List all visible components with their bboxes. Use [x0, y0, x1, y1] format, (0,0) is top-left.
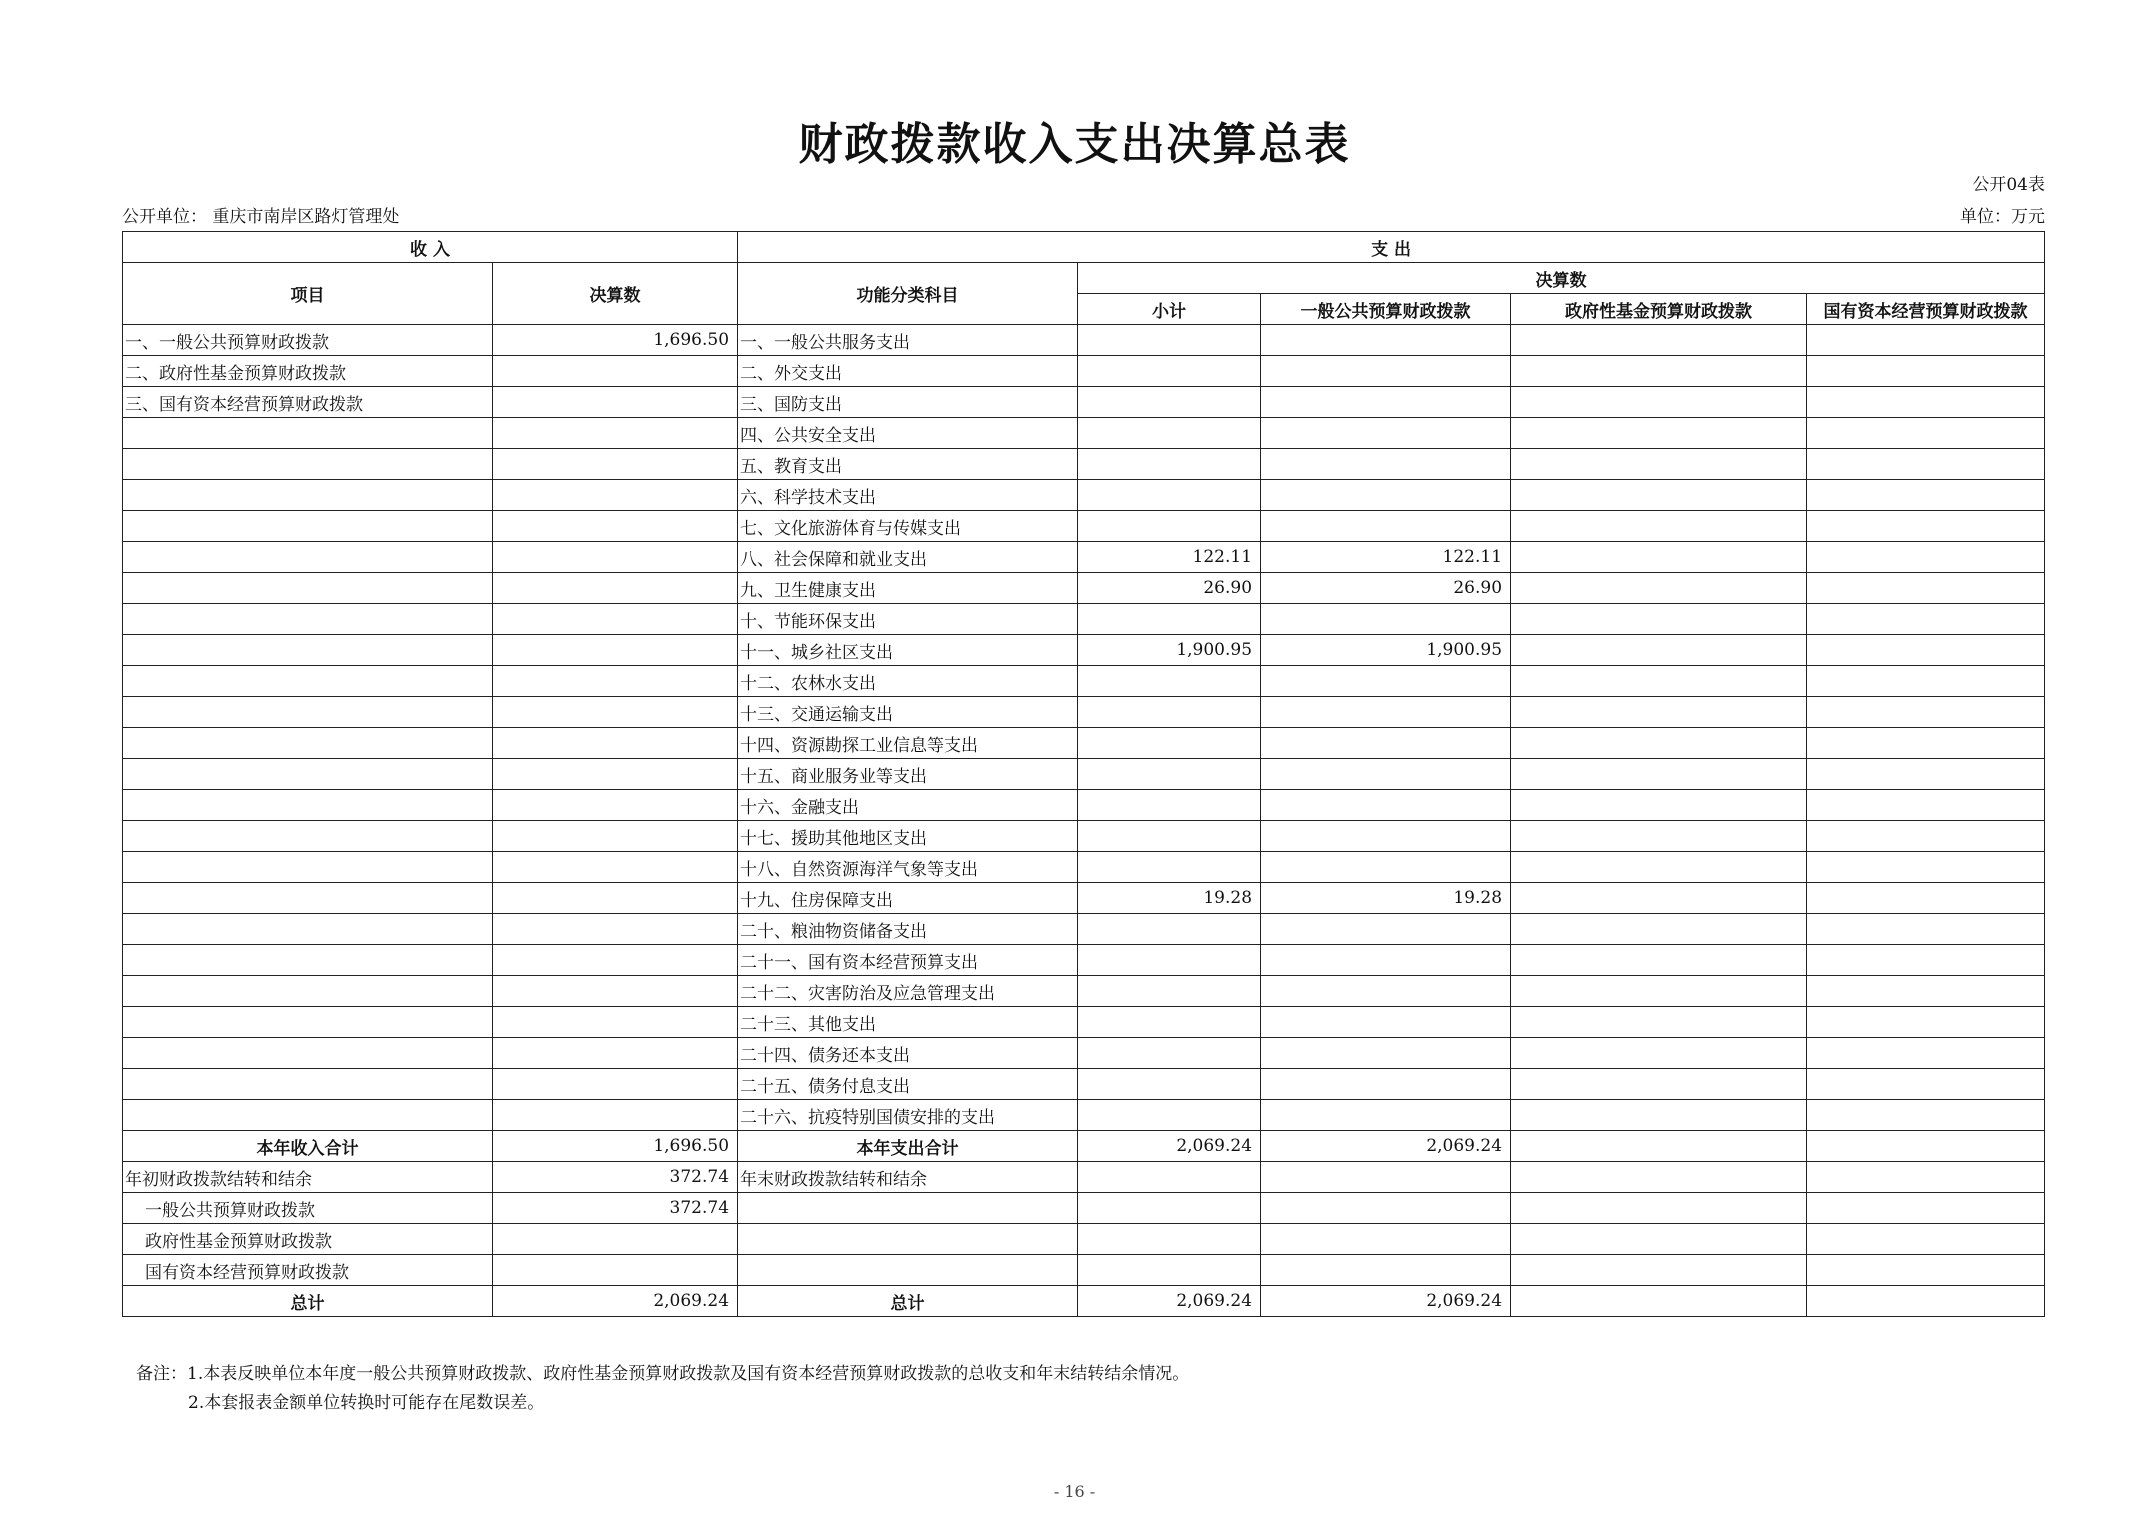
fund-budget-cell: [1511, 790, 1807, 821]
state-capital-cell: [1807, 852, 2045, 883]
header-row-1: [123, 232, 2045, 263]
state-capital-cell: [1807, 976, 2045, 1007]
income-item-cell: [123, 945, 493, 976]
income-amount-cell: 372.74: [493, 1193, 738, 1224]
expense-item-cell: 二十四、债务还本支出: [738, 1038, 1078, 1069]
subtotal-cell: [1078, 418, 1261, 449]
income-amount-cell: [493, 790, 738, 821]
expense-item-cell: 二十六、抗疫特别国债安排的支出: [738, 1100, 1078, 1131]
table-row: [123, 511, 2045, 542]
currency-unit: 单位：万元: [1960, 207, 2045, 227]
expense-item-cell: 总计: [738, 1286, 1078, 1317]
state-capital-cell: [1807, 449, 2045, 480]
table-row: [123, 449, 2045, 480]
table-row: [123, 542, 2045, 573]
general-budget-cell: 1,900.95: [1261, 635, 1511, 666]
state-capital-cell: [1807, 325, 2045, 356]
fund-budget-cell: [1511, 325, 1807, 356]
subtotal-cell: [1078, 1038, 1261, 1069]
income-amount-cell: [493, 1255, 738, 1286]
income-item-cell: [123, 418, 493, 449]
state-capital-cell: [1807, 1038, 2045, 1069]
income-item-cell: [123, 1100, 493, 1131]
subtotal-cell: [1078, 1100, 1261, 1131]
general-budget-cell: [1261, 1038, 1511, 1069]
subtotal-cell: 2,069.24: [1078, 1131, 1261, 1162]
total-row: [123, 1286, 2045, 1317]
table-row: [123, 852, 2045, 883]
expense-item-cell: 八、社会保障和就业支出: [738, 542, 1078, 573]
state-capital-cell: [1807, 666, 2045, 697]
income-item-cell: [123, 883, 493, 914]
income-amount-cell: [493, 821, 738, 852]
expense-item-cell: 三、国防支出: [738, 387, 1078, 418]
expense-item-cell: 七、文化旅游体育与传媒支出: [738, 511, 1078, 542]
fund-budget-cell: [1511, 1286, 1807, 1317]
general-budget-cell: [1261, 945, 1511, 976]
state-capital-cell: [1807, 1255, 2045, 1286]
subtotal-cell: [1078, 325, 1261, 356]
table-row: [123, 666, 2045, 697]
state-capital-cell: [1807, 542, 2045, 573]
fund-budget-cell: [1511, 1007, 1807, 1038]
subtotal-header: 小计: [1078, 294, 1261, 325]
state-capital-cell: [1807, 728, 2045, 759]
table-row: [123, 883, 2045, 914]
income-item-cell: [123, 759, 493, 790]
state-capital-cell: [1807, 790, 2045, 821]
general-budget-cell: [1261, 697, 1511, 728]
income-amount-cell: [493, 945, 738, 976]
expense-item-cell: 十二、农林水支出: [738, 666, 1078, 697]
subtotal-cell: [1078, 790, 1261, 821]
income-amount-cell: 1,696.50: [493, 1131, 738, 1162]
general-budget-cell: 2,069.24: [1261, 1131, 1511, 1162]
table-row: [123, 790, 2045, 821]
appropriation-table: [122, 231, 2045, 1317]
subtotal-cell: [1078, 511, 1261, 542]
general-budget-cell: [1261, 852, 1511, 883]
expense-item-cell: 十五、商业服务业等支出: [738, 759, 1078, 790]
general-budget-cell: [1261, 666, 1511, 697]
expense-item-cell: 二十、粮油物资储备支出: [738, 914, 1078, 945]
general-budget-cell: 19.28: [1261, 883, 1511, 914]
expense-item-cell: 二、外交支出: [738, 356, 1078, 387]
income-item-cell: [123, 542, 493, 573]
income-item-cell: 国有资本经营预算财政拨款: [123, 1255, 493, 1286]
general-budget-cell: [1261, 976, 1511, 1007]
state-capital-cell: [1807, 945, 2045, 976]
table-row: [123, 759, 2045, 790]
income-amount-cell: [493, 1224, 738, 1255]
state-capital-cell: [1807, 1224, 2045, 1255]
table-row: [123, 1007, 2045, 1038]
table-row: [123, 728, 2045, 759]
subtotal-cell: [1078, 480, 1261, 511]
expense-item-cell: [738, 1224, 1078, 1255]
total-row: [123, 1224, 2045, 1255]
fund-budget-cell: [1511, 604, 1807, 635]
fund-budget-cell: [1511, 449, 1807, 480]
subtotal-cell: [1078, 666, 1261, 697]
expense-item-cell: 本年支出合计: [738, 1131, 1078, 1162]
state-capital-cell: [1807, 821, 2045, 852]
subtotal-cell: 122.11: [1078, 542, 1261, 573]
general-budget-cell: [1261, 914, 1511, 945]
expense-item-cell: 二十五、债务付息支出: [738, 1069, 1078, 1100]
income-amount-cell: [493, 542, 738, 573]
income-item-cell: [123, 1069, 493, 1100]
income-item-cell: [123, 976, 493, 1007]
subtotal-cell: 2,069.24: [1078, 1286, 1261, 1317]
table-row: [123, 418, 2045, 449]
expense-item-cell: [738, 1255, 1078, 1286]
state-capital-cell: [1807, 418, 2045, 449]
fund-budget-cell: [1511, 852, 1807, 883]
subtotal-cell: [1078, 356, 1261, 387]
state-capital-cell: [1807, 1286, 2045, 1317]
income-item-cell: [123, 573, 493, 604]
state-capital-cell: [1807, 604, 2045, 635]
note-line-2: 2.本套报表金额单位转换时可能存在尾数误差。: [188, 1393, 545, 1413]
income-header: 收 入: [123, 232, 738, 263]
general-budget-cell: [1261, 1224, 1511, 1255]
state-capital-cell: [1807, 511, 2045, 542]
general-budget-cell: [1261, 356, 1511, 387]
total-row: [123, 1255, 2045, 1286]
income-amount-cell: [493, 883, 738, 914]
income-item-cell: [123, 852, 493, 883]
general-budget-cell: [1261, 1100, 1511, 1131]
table-row: [123, 945, 2045, 976]
item-header: 项目: [123, 263, 493, 325]
subtotal-cell: [1078, 604, 1261, 635]
fund-budget-cell: [1511, 1224, 1807, 1255]
income-item-cell: [123, 821, 493, 852]
income-item-cell: [123, 604, 493, 635]
income-amount-cell: [493, 356, 738, 387]
table-row: [123, 914, 2045, 945]
fund-budget-cell: [1511, 387, 1807, 418]
func-class-header: 功能分类科目: [738, 263, 1078, 325]
state-capital-cell: [1807, 356, 2045, 387]
header-row-2: [123, 263, 2045, 294]
income-amount-cell: [493, 449, 738, 480]
expense-header: 支 出: [738, 232, 2045, 263]
income-item-cell: [123, 697, 493, 728]
state-capital-cell: [1807, 1100, 2045, 1131]
general-budget-cell: 2,069.24: [1261, 1286, 1511, 1317]
table-row: [123, 325, 2045, 356]
income-item-cell: 本年收入合计: [123, 1131, 493, 1162]
income-amount-cell: 1,696.50: [493, 325, 738, 356]
state-capital-cell: [1807, 697, 2045, 728]
subtotal-cell: [1078, 1224, 1261, 1255]
general-budget-cell: [1261, 728, 1511, 759]
income-amount-cell: [493, 635, 738, 666]
expense-item-cell: 十三、交通运输支出: [738, 697, 1078, 728]
expense-item-cell: 九、卫生健康支出: [738, 573, 1078, 604]
income-amount-cell: [493, 573, 738, 604]
income-amount-cell: [493, 728, 738, 759]
general-budget-cell: [1261, 418, 1511, 449]
income-item-cell: [123, 666, 493, 697]
income-item-cell: [123, 449, 493, 480]
state-capital-cell: [1807, 1193, 2045, 1224]
subtotal-cell: [1078, 387, 1261, 418]
expense-item-cell: 二十三、其他支出: [738, 1007, 1078, 1038]
fund-budget-cell: [1511, 635, 1807, 666]
income-amount-cell: [493, 511, 738, 542]
income-item-cell: 总计: [123, 1286, 493, 1317]
fund-budget-cell: [1511, 542, 1807, 573]
fund-budget-cell: [1511, 945, 1807, 976]
fund-budget-cell: [1511, 914, 1807, 945]
fund-budget-cell: [1511, 666, 1807, 697]
income-amount-cell: [493, 604, 738, 635]
general-budget-cell: [1261, 1069, 1511, 1100]
subtotal-cell: [1078, 1162, 1261, 1193]
state-capital-cell: [1807, 635, 2045, 666]
fund-budget-cell: [1511, 356, 1807, 387]
income-amount-cell: [493, 759, 738, 790]
expense-item-cell: 十四、资源勘探工业信息等支出: [738, 728, 1078, 759]
table-row: [123, 697, 2045, 728]
fund-budget-cell: [1511, 1193, 1807, 1224]
fund-budget-cell: [1511, 1038, 1807, 1069]
table-row: [123, 976, 2045, 1007]
fund-budget-cell: [1511, 1069, 1807, 1100]
page-title: 财政拨款收入支出决算总表: [798, 119, 1351, 170]
general-budget-cell: 122.11: [1261, 542, 1511, 573]
state-capital-cell: [1807, 1131, 2045, 1162]
fund-budget-cell: [1511, 1162, 1807, 1193]
subtotal-cell: [1078, 976, 1261, 1007]
income-amount-cell: [493, 418, 738, 449]
general-budget-cell: [1261, 511, 1511, 542]
income-item-cell: 一般公共预算财政拨款: [123, 1193, 493, 1224]
table-row: [123, 604, 2045, 635]
reporting-unit: 公开单位： 重庆市南岸区路灯管理处: [122, 207, 400, 227]
income-item-cell: [123, 511, 493, 542]
subtotal-cell: [1078, 728, 1261, 759]
income-item-cell: 二、政府性基金预算财政拨款: [123, 356, 493, 387]
notes: [136, 1360, 1189, 1418]
fund-budget-cell: [1511, 573, 1807, 604]
table-row: [123, 1100, 2045, 1131]
state-capital-cell: [1807, 1007, 2045, 1038]
table-row: [123, 635, 2045, 666]
income-item-cell: 三、国有资本经营预算财政拨款: [123, 387, 493, 418]
income-amount-cell: [493, 1007, 738, 1038]
income-amount-cell: [493, 1038, 738, 1069]
general-budget-cell: [1261, 1162, 1511, 1193]
state-capital-cell: [1807, 573, 2045, 604]
subtotal-cell: 19.28: [1078, 883, 1261, 914]
subtotal-cell: [1078, 1255, 1261, 1286]
table-row: [123, 480, 2045, 511]
total-row: [123, 1162, 2045, 1193]
income-item-cell: [123, 480, 493, 511]
amount-header: 决算数: [493, 263, 738, 325]
subtotal-cell: [1078, 821, 1261, 852]
state-capital-cell: [1807, 883, 2045, 914]
fund-budget-cell: [1511, 1131, 1807, 1162]
page-number: - 16 -: [1053, 1482, 1096, 1501]
income-item-cell: [123, 914, 493, 945]
fund-budget-cell: [1511, 1100, 1807, 1131]
expense-item-cell: 十一、城乡社区支出: [738, 635, 1078, 666]
subtotal-cell: [1078, 945, 1261, 976]
general-budget-header: 一般公共预算财政拨款: [1261, 294, 1511, 325]
general-budget-cell: [1261, 325, 1511, 356]
fund-budget-cell: [1511, 728, 1807, 759]
table-row: [123, 387, 2045, 418]
table-row: [123, 1069, 2045, 1100]
table-row: [123, 821, 2045, 852]
state-capital-cell: [1807, 480, 2045, 511]
subtotal-cell: [1078, 1007, 1261, 1038]
expense-item-cell: 六、科学技术支出: [738, 480, 1078, 511]
income-item-cell: [123, 728, 493, 759]
fund-budget-cell: [1511, 1255, 1807, 1286]
fund-budget-cell: [1511, 697, 1807, 728]
subtotal-cell: [1078, 449, 1261, 480]
final-amount-header: 决算数: [1078, 263, 2045, 294]
income-amount-cell: [493, 1100, 738, 1131]
income-amount-cell: [493, 697, 738, 728]
subtotal-cell: 26.90: [1078, 573, 1261, 604]
general-budget-cell: [1261, 1193, 1511, 1224]
fund-budget-cell: [1511, 821, 1807, 852]
expense-item-cell: 十八、自然资源海洋气象等支出: [738, 852, 1078, 883]
expense-item-cell: 十九、住房保障支出: [738, 883, 1078, 914]
form-code: 公开04表: [1972, 175, 2045, 195]
fund-budget-cell: [1511, 480, 1807, 511]
general-budget-cell: [1261, 1255, 1511, 1286]
fund-budget-cell: [1511, 511, 1807, 542]
income-item-cell: 政府性基金预算财政拨款: [123, 1224, 493, 1255]
subtotal-cell: [1078, 914, 1261, 945]
income-item-cell: 年初财政拨款结转和结余: [123, 1162, 493, 1193]
state-capital-header: 国有资本经营预算财政拨款: [1807, 294, 2045, 325]
income-item-cell: [123, 1038, 493, 1069]
expense-item-cell: 五、教育支出: [738, 449, 1078, 480]
income-amount-cell: 372.74: [493, 1162, 738, 1193]
general-budget-cell: [1261, 759, 1511, 790]
income-amount-cell: [493, 914, 738, 945]
expense-item-cell: 二十二、灾害防治及应急管理支出: [738, 976, 1078, 1007]
subtotal-cell: [1078, 759, 1261, 790]
total-row: [123, 1193, 2045, 1224]
income-amount-cell: [493, 480, 738, 511]
table-row: [123, 356, 2045, 387]
income-amount-cell: 2,069.24: [493, 1286, 738, 1317]
general-budget-cell: [1261, 821, 1511, 852]
general-budget-cell: [1261, 449, 1511, 480]
state-capital-cell: [1807, 1162, 2045, 1193]
general-budget-cell: [1261, 790, 1511, 821]
table-row: [123, 1038, 2045, 1069]
income-amount-cell: [493, 387, 738, 418]
state-capital-cell: [1807, 387, 2045, 418]
fund-budget-cell: [1511, 759, 1807, 790]
fund-budget-cell: [1511, 883, 1807, 914]
subtotal-cell: 1,900.95: [1078, 635, 1261, 666]
income-item-cell: [123, 635, 493, 666]
state-capital-cell: [1807, 759, 2045, 790]
subtotal-cell: [1078, 852, 1261, 883]
income-item-cell: [123, 1007, 493, 1038]
state-capital-cell: [1807, 1069, 2045, 1100]
general-budget-cell: [1261, 480, 1511, 511]
general-budget-cell: [1261, 1007, 1511, 1038]
expense-item-cell: 年末财政拨款结转和结余: [738, 1162, 1078, 1193]
income-amount-cell: [493, 666, 738, 697]
total-row: [123, 1131, 2045, 1162]
expense-item-cell: 十、节能环保支出: [738, 604, 1078, 635]
general-budget-cell: [1261, 387, 1511, 418]
fund-budget-header: 政府性基金预算财政拨款: [1511, 294, 1807, 325]
state-capital-cell: [1807, 914, 2045, 945]
income-amount-cell: [493, 852, 738, 883]
subtotal-cell: [1078, 1069, 1261, 1100]
general-budget-cell: [1261, 604, 1511, 635]
expense-item-cell: 十六、金融支出: [738, 790, 1078, 821]
subtotal-cell: [1078, 1193, 1261, 1224]
income-amount-cell: [493, 976, 738, 1007]
table-row: [123, 573, 2045, 604]
expense-item-cell: 一、一般公共服务支出: [738, 325, 1078, 356]
subtotal-cell: [1078, 697, 1261, 728]
fund-budget-cell: [1511, 418, 1807, 449]
expense-item-cell: 二十一、国有资本经营预算支出: [738, 945, 1078, 976]
expense-item-cell: 四、公共安全支出: [738, 418, 1078, 449]
general-budget-cell: 26.90: [1261, 573, 1511, 604]
expense-item-cell: [738, 1193, 1078, 1224]
fund-budget-cell: [1511, 976, 1807, 1007]
income-amount-cell: [493, 1069, 738, 1100]
income-item-cell: 一、一般公共预算财政拨款: [123, 325, 493, 356]
expense-item-cell: 十七、援助其他地区支出: [738, 821, 1078, 852]
note-line-1: 备注：1.本表反映单位本年度一般公共预算财政拨款、政府性基金预算财政拨款及国有资本经营预算财政拨款的总收支和年末结转结余情况。: [136, 1364, 1190, 1384]
income-item-cell: [123, 790, 493, 821]
